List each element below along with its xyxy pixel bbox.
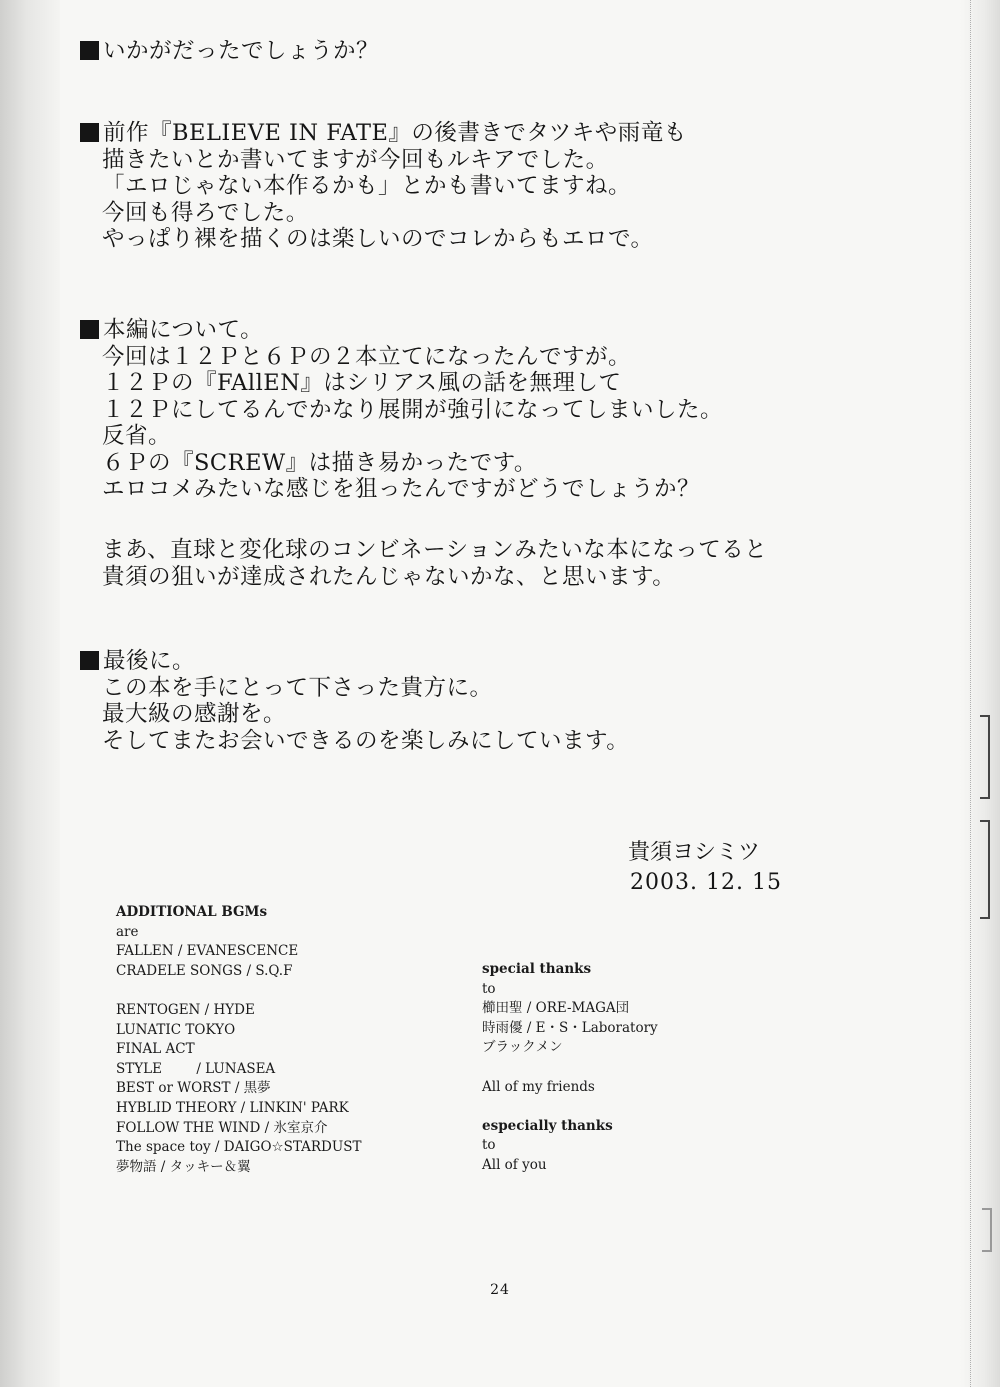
text-line: 最大級の感謝を。 (102, 701, 287, 727)
bgm-item: FINAL ACT (116, 1041, 195, 1058)
text-line: やっぱり裸を描くのは楽しいのでコレからもエロで。 (102, 226, 654, 252)
edge-mark (982, 1208, 992, 1252)
square-bullet-icon (80, 41, 99, 60)
binding-dots (970, 0, 977, 1387)
heading-text: いかがだったでしょうか？ (103, 38, 380, 64)
section-main-story (80, 317, 723, 503)
thanks-friends: All of my friends (482, 1078, 595, 1095)
section-summary (80, 537, 767, 590)
thanks-to: to (482, 980, 496, 997)
text-line: ６Ｐの『SCREW』は描き易かったです。 (102, 449, 537, 476)
section-heading (80, 648, 629, 675)
text-line: 反省。 (102, 423, 172, 449)
edge-mark (980, 820, 990, 919)
bgm-item: FOLLOW THE WIND / 氷室京介 (116, 1119, 328, 1136)
section-how-was-it (80, 38, 379, 65)
bgm-item: STYLE / LUNASEA (116, 1060, 276, 1077)
page-number: 24 (490, 1282, 510, 1298)
spacer (482, 1097, 658, 1117)
bgm-item: FALLEN / EVANESCENCE (116, 943, 299, 960)
section-finally (80, 648, 629, 754)
square-bullet-icon (80, 651, 99, 670)
author-name: 貴須ヨシミツ (628, 840, 761, 865)
especially-thanks-title: especially thanks (482, 1117, 613, 1134)
bgm-item: BEST or WORST / 黒夢 (116, 1080, 271, 1097)
thanks-you: All of you (482, 1156, 547, 1173)
square-bullet-icon (80, 123, 99, 142)
heading-text: 最後に。 (103, 648, 196, 674)
text-line: 「エロじゃない本作るかも」とかも書いてますね。 (102, 173, 632, 199)
thanks-name: ブラックメン (482, 1039, 563, 1056)
page-gutter-shadow (0, 0, 60, 1387)
bgm-credits (116, 903, 362, 1177)
text-line: まあ、直球と変化球のコンビネーションみたいな本になってると (102, 537, 768, 563)
section-previous-work (80, 120, 687, 253)
thanks-name: 櫛田聖 / ORE-MAGA団 (482, 1000, 630, 1017)
thanks-to: to (482, 1137, 496, 1154)
bgm-item: LUNATIC TOKYO (116, 1021, 236, 1038)
thanks-name: 時雨優 / E・S・Laboratory (482, 1019, 658, 1036)
text-line: 描きたいとか書いてますが今回もルキアでした。 (102, 146, 609, 173)
text-line: エロコメみたいな感じを狙ったんですがどうでしょうか？ (102, 476, 701, 502)
text-line: この本を手にとって下さった貴方に。 (102, 674, 493, 701)
thanks-credits (482, 960, 658, 1176)
text-line: １２Ｐの『FAllEN』はシリアス風の話を無理して (102, 370, 622, 396)
text-line: 今回も得ろでした。 (102, 199, 309, 226)
text-line: １２Ｐにしてるんでかなり展開が強引になってしまいした。 (102, 396, 724, 423)
spacer (116, 981, 362, 1001)
text-line: そしてまたお会いできるのを楽しみにしています。 (102, 727, 630, 754)
signature (628, 838, 782, 898)
bgm-item: The space toy / DAIGO☆STARDUST (116, 1139, 362, 1156)
heading-text: 本編について。 (103, 317, 264, 343)
heading-text: 前作『BELIEVE IN FATE』の後書きでタツキや雨竜も (103, 120, 687, 146)
bgm-title: ADDITIONAL BGMs (116, 904, 268, 920)
signature-date: 2003. 12. 15 (630, 870, 782, 895)
spacer (482, 1058, 658, 1078)
section-heading (80, 120, 687, 147)
page-edge-shadow (960, 0, 1000, 1387)
bgm-item: 夢物語 / タッキー＆翼 (116, 1158, 251, 1175)
thanks-title: special thanks (482, 961, 592, 977)
square-bullet-icon (80, 320, 99, 339)
text-line: 今回は１２Ｐと６Ｐの２本立てになったんですが。 (102, 343, 632, 370)
section-heading (80, 317, 723, 344)
text-line: 貴須の狙いが達成されたんじゃないかな、と思います。 (102, 563, 676, 590)
section-heading (80, 38, 379, 65)
bgm-item: RENTOGEN / HYDE (116, 1001, 255, 1018)
edge-mark (980, 715, 990, 799)
bgm-item: HYBLID THEORY / LINKIN' PARK (116, 1099, 349, 1116)
bgm-are: are (116, 923, 139, 940)
bgm-item: CRADELE SONGS / S.Q.F (116, 962, 293, 979)
